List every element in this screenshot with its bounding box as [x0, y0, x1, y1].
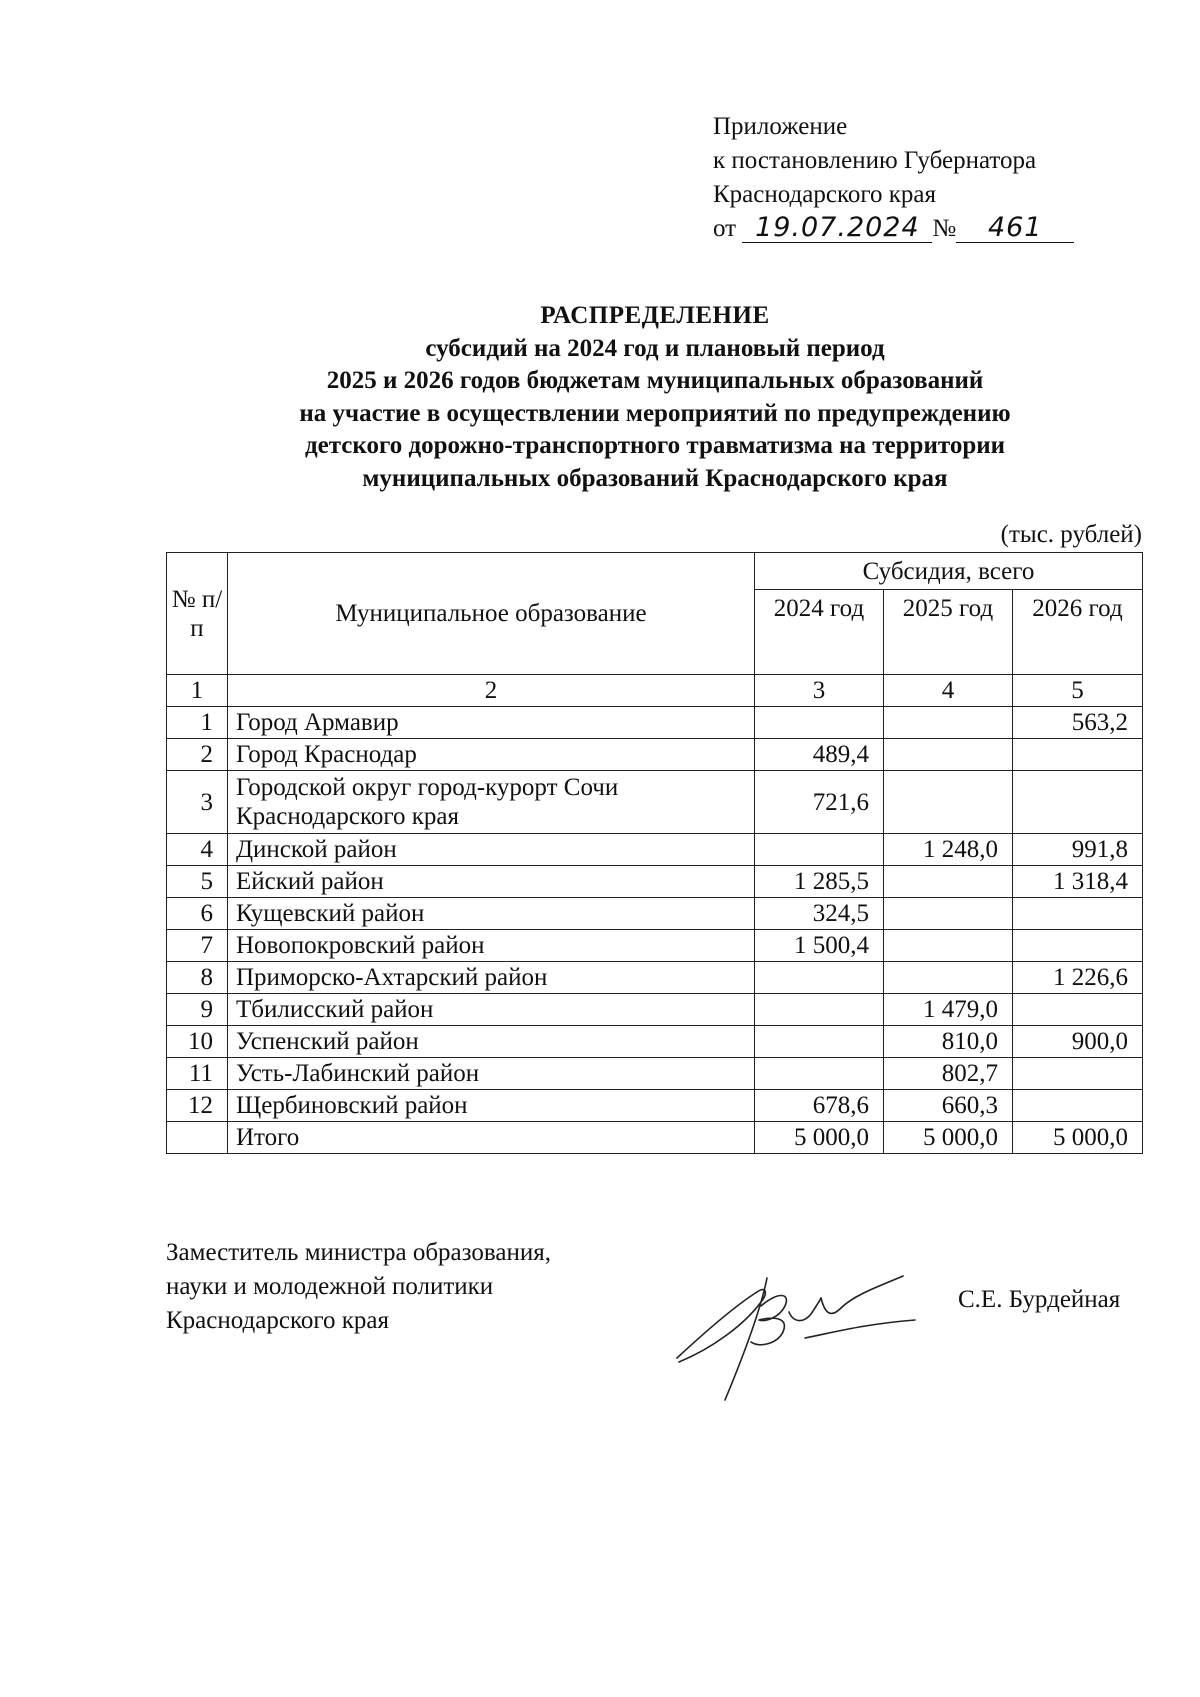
municipality-name: Город Краснодар: [228, 739, 755, 771]
column-number: 4: [884, 675, 1013, 707]
municipality-name: Усть-Лабинский район: [228, 1058, 755, 1090]
value-2025: 1 248,0: [884, 834, 1013, 866]
appendix-line-2: к постановлению Губернатора: [713, 147, 1037, 174]
value-2024: [755, 1058, 884, 1090]
handwritten-date: 19.07.2024: [742, 214, 932, 243]
signer-name: С.Е. Бурдейная: [958, 1286, 1121, 1313]
value-2026: 900,0: [1013, 1026, 1143, 1058]
signer-line-2: науки и молодежной политики: [166, 1273, 494, 1300]
handwritten-number: 461: [956, 214, 1074, 243]
title-line-1: субсидий на 2024 год и плановый период: [425, 334, 885, 362]
handwritten-signature: [665, 1262, 925, 1412]
document-title: [0, 300, 1200, 495]
total-row: [167, 1122, 1143, 1154]
value-2025: [884, 866, 1013, 898]
total-2024: 5 000,0: [755, 1122, 884, 1154]
value-2024: 678,6: [755, 1090, 884, 1122]
header-year-2024: 2024 год: [755, 590, 884, 675]
municipality-name: Город Армавир: [228, 707, 755, 739]
value-2025: [884, 739, 1013, 771]
units-label: (тыс. рублей): [1000, 521, 1142, 548]
value-2026: [1013, 994, 1143, 1026]
value-2025: [884, 898, 1013, 930]
column-number: 2: [228, 675, 755, 707]
value-2026: 1 226,6: [1013, 962, 1143, 994]
table-row: [167, 898, 1143, 930]
header-no: № п/п: [167, 553, 228, 675]
value-2026: [1013, 739, 1143, 771]
appendix-block: [713, 110, 1074, 246]
value-2025: [884, 930, 1013, 962]
value-2026: [1013, 771, 1143, 834]
municipality-name: Кущевский район: [228, 898, 755, 930]
column-number: 3: [755, 675, 884, 707]
row-number: 2: [167, 739, 228, 771]
municipality-name: Тбилисский район: [228, 994, 755, 1026]
value-2024: [755, 834, 884, 866]
municipality-name: Приморско-Ахтарский район: [228, 962, 755, 994]
table-row: [167, 834, 1143, 866]
value-2026: 563,2: [1013, 707, 1143, 739]
table-row: [167, 771, 1143, 834]
row-number: 9: [167, 994, 228, 1026]
row-number: 10: [167, 1026, 228, 1058]
value-2026: 991,8: [1013, 834, 1143, 866]
value-2024: [755, 962, 884, 994]
subsidy-table: [166, 552, 1143, 1154]
table-row: [167, 930, 1143, 962]
total-label: Итого: [228, 1122, 755, 1154]
signer-block: [166, 1236, 551, 1338]
value-2024: 721,6: [755, 771, 884, 834]
value-2025: [884, 707, 1013, 739]
value-2025: [884, 771, 1013, 834]
row-number: 4: [167, 834, 228, 866]
value-2025: 1 479,0: [884, 994, 1013, 1026]
column-number-row: [167, 675, 1143, 707]
value-2024: 324,5: [755, 898, 884, 930]
municipality-name: Новопокровский район: [228, 930, 755, 962]
row-number: 11: [167, 1058, 228, 1090]
value-2024: 489,4: [755, 739, 884, 771]
total-2026: 5 000,0: [1013, 1122, 1143, 1154]
table-row: [167, 994, 1143, 1026]
total-2025: 5 000,0: [884, 1122, 1013, 1154]
table-row: [167, 1090, 1143, 1122]
row-number: 6: [167, 898, 228, 930]
value-2024: [755, 707, 884, 739]
value-2024: [755, 994, 884, 1026]
row-number: 7: [167, 930, 228, 962]
number-prefix: №: [932, 215, 957, 242]
column-number: 5: [1013, 675, 1143, 707]
header-row-1: [167, 553, 1143, 590]
date-prefix: от: [713, 215, 737, 242]
title-line-2: 2025 и 2026 годов бюджетам муниципальных образований: [326, 367, 984, 394]
value-2026: [1013, 930, 1143, 962]
signer-line-1: Заместитель министра образования,: [166, 1239, 551, 1266]
appendix-line-1: Приложение: [713, 113, 848, 140]
value-2025: 802,7: [884, 1058, 1013, 1090]
title-line-3: на участие в осуществлении мероприятий по предупреждению: [299, 399, 1011, 427]
value-2025: [884, 962, 1013, 994]
table-row: [167, 962, 1143, 994]
value-2026: [1013, 1058, 1143, 1090]
appendix-line-3: Краснодарского края: [713, 181, 936, 208]
row-number: 5: [167, 866, 228, 898]
table-row: [167, 1026, 1143, 1058]
value-2026: [1013, 898, 1143, 930]
value-2026: 1 318,4: [1013, 866, 1143, 898]
appendix-date-line: [713, 212, 1074, 246]
value-2024: [755, 1026, 884, 1058]
municipality-name: Ейский район: [228, 866, 755, 898]
row-number: 3: [167, 771, 228, 834]
value-2024: 1 285,5: [755, 866, 884, 898]
header-year-2026: 2026 год: [1013, 590, 1143, 675]
value-2024: 1 500,4: [755, 930, 884, 962]
title-line-4: детского дорожно-транспортного травматизма на территории: [304, 432, 1006, 459]
header-municipality: Муниципальное образование: [228, 553, 755, 675]
title-line-5: муниципальных образований Краснодарского края: [362, 464, 948, 492]
table-row: [167, 866, 1143, 898]
table-row: [167, 739, 1143, 771]
municipality-name: Городской округ город-курорт Сочи Краснодарского края: [228, 771, 755, 834]
total-empty-cell: [167, 1122, 228, 1154]
column-number: 1: [167, 675, 228, 707]
value-2025: 660,3: [884, 1090, 1013, 1122]
title-heading: РАСПРЕДЕЛЕНИЕ: [540, 302, 770, 329]
row-number: 1: [167, 707, 228, 739]
value-2026: [1013, 1090, 1143, 1122]
municipality-name: Успенский район: [228, 1026, 755, 1058]
header-subsidy-total: Субсидия, всего: [755, 553, 1143, 590]
municipality-name: Щербиновский район: [228, 1090, 755, 1122]
row-number: 12: [167, 1090, 228, 1122]
municipality-name: Динской район: [228, 834, 755, 866]
table-row: [167, 1058, 1143, 1090]
value-2025: 810,0: [884, 1026, 1013, 1058]
row-number: 8: [167, 962, 228, 994]
signer-line-3: Краснодарского края: [166, 1307, 389, 1334]
table-row: [167, 707, 1143, 739]
header-year-2025: 2025 год: [884, 590, 1013, 675]
